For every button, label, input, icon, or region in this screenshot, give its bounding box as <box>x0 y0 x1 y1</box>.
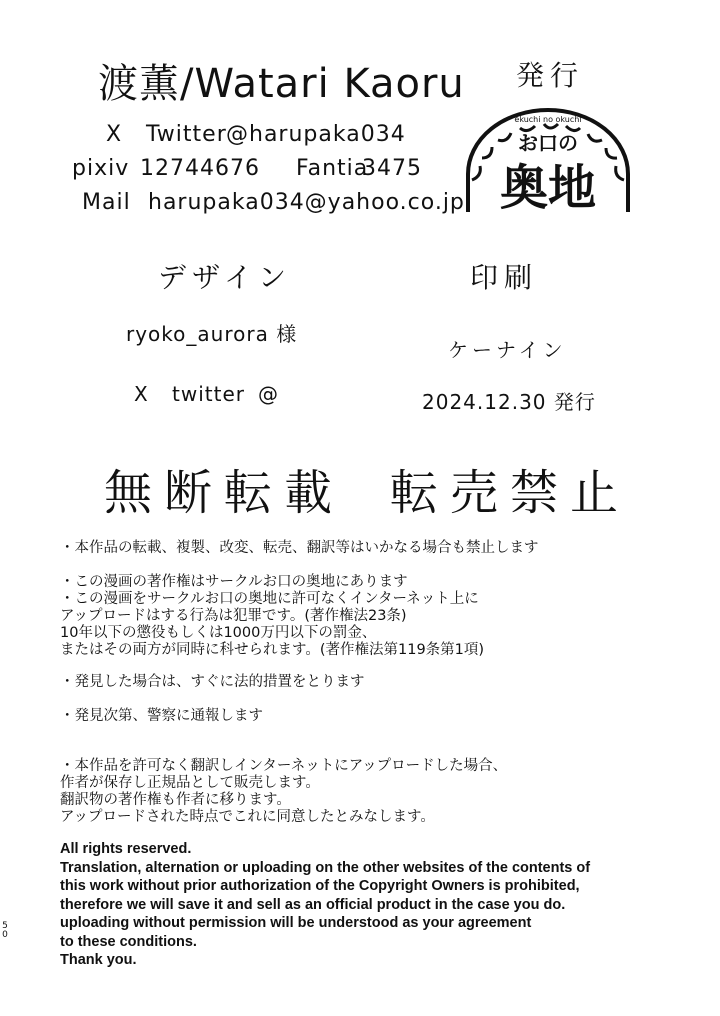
notice-line: ・この漫画をサークルお口の奥地に許可なくインターネット上に <box>60 591 479 607</box>
fantia-label: Fantia <box>296 156 369 181</box>
design-x-label: X <box>134 382 149 406</box>
logo-line2: 奥地 <box>499 160 597 216</box>
notice-line: またはその両方が同時に科せられます。(著作権法第119条第1項) <box>60 642 485 658</box>
notice-jp-5 <box>60 758 507 826</box>
design-twitter-handle[interactable]: @ <box>258 382 279 406</box>
notice-line: 10年以下の懲役もしくは1000万円以下の罰金、 <box>60 625 377 641</box>
twitter-handle[interactable]: @harupaka034 <box>226 122 406 147</box>
author-name: 渡薫/Watari Kaoru <box>98 61 465 107</box>
banner-no-reprint: 無断転載 <box>104 465 345 521</box>
issue-date: 2024.12.30 発行 <box>422 390 596 414</box>
notice-jp-1 <box>60 540 539 557</box>
logo-top-text: ekuchi no okuchi <box>514 115 582 124</box>
notice-en-line: Translation, alternation or uploading on the other websites of the contents of <box>60 859 591 876</box>
notice-en <box>60 840 590 970</box>
publisher-heading: 発行 <box>516 59 585 92</box>
notice-line: ・発見次第、警察に通報します <box>60 708 263 724</box>
designer-name: ryoko_aurora 様 <box>126 322 298 346</box>
notice-line: ・この漫画の著作権はサークルお口の奥地にあります <box>60 574 408 590</box>
notice-line: ・本作品を許可なく翻訳しインターネットにアップロードした場合、 <box>60 758 508 774</box>
notice-jp-2 <box>60 574 484 659</box>
notice-line: アップロードされた時点でこれに同意したとみなします。 <box>60 809 435 825</box>
x-label: X <box>106 122 123 147</box>
fantia-id: 3475 <box>362 156 422 181</box>
notice-line: 作者が保存し正規品として販売します。 <box>60 775 320 791</box>
notice-jp-3 <box>60 674 365 691</box>
notice-line: アップロードはする行為は犯罪です。(著作権法23条) <box>60 608 407 624</box>
notice-en-line: to these conditions. <box>60 933 197 950</box>
printer-name: ケーナイン <box>448 338 567 362</box>
circle-logo <box>462 104 634 216</box>
pixiv-label: pixiv <box>72 156 130 181</box>
design-twitter-label: twitter <box>172 382 245 406</box>
notice-jp-4 <box>60 708 263 725</box>
notice-line: 翻訳物の著作権も作者に移ります。 <box>60 792 291 808</box>
notice-line: ・本作品の転載、複製、改変、転売、翻訳等はいかなる場合も禁止します <box>60 540 539 556</box>
notice-en-line: uploading without permission will be understood as your agreement <box>60 915 532 931</box>
design-heading: デザイン <box>158 261 293 294</box>
notice-en-line: All rights reserved. <box>60 841 192 857</box>
banner-no-resale: 転売禁止 <box>390 465 631 521</box>
notice-en-line: this work without prior authorization of the Copyright Owners is prohibited, <box>60 878 580 894</box>
mail-label: Mail <box>82 190 131 215</box>
notice-en-line: Thank you. <box>60 952 137 968</box>
notice-line: ・発見した場合は、すぐに法的措置をとります <box>60 674 365 690</box>
logo-line1: お口の <box>518 131 578 155</box>
page-number: 50 <box>2 921 8 940</box>
twitter-label: Twitter <box>146 122 227 147</box>
notice-en-line: therefore we will save it and sell as an official product in the case you do. <box>60 896 566 913</box>
pixiv-id: 12744676 <box>140 156 260 181</box>
printing-heading: 印刷 <box>470 261 539 294</box>
mail-address[interactable]: harupaka034@yahoo.co.jp <box>148 190 465 215</box>
